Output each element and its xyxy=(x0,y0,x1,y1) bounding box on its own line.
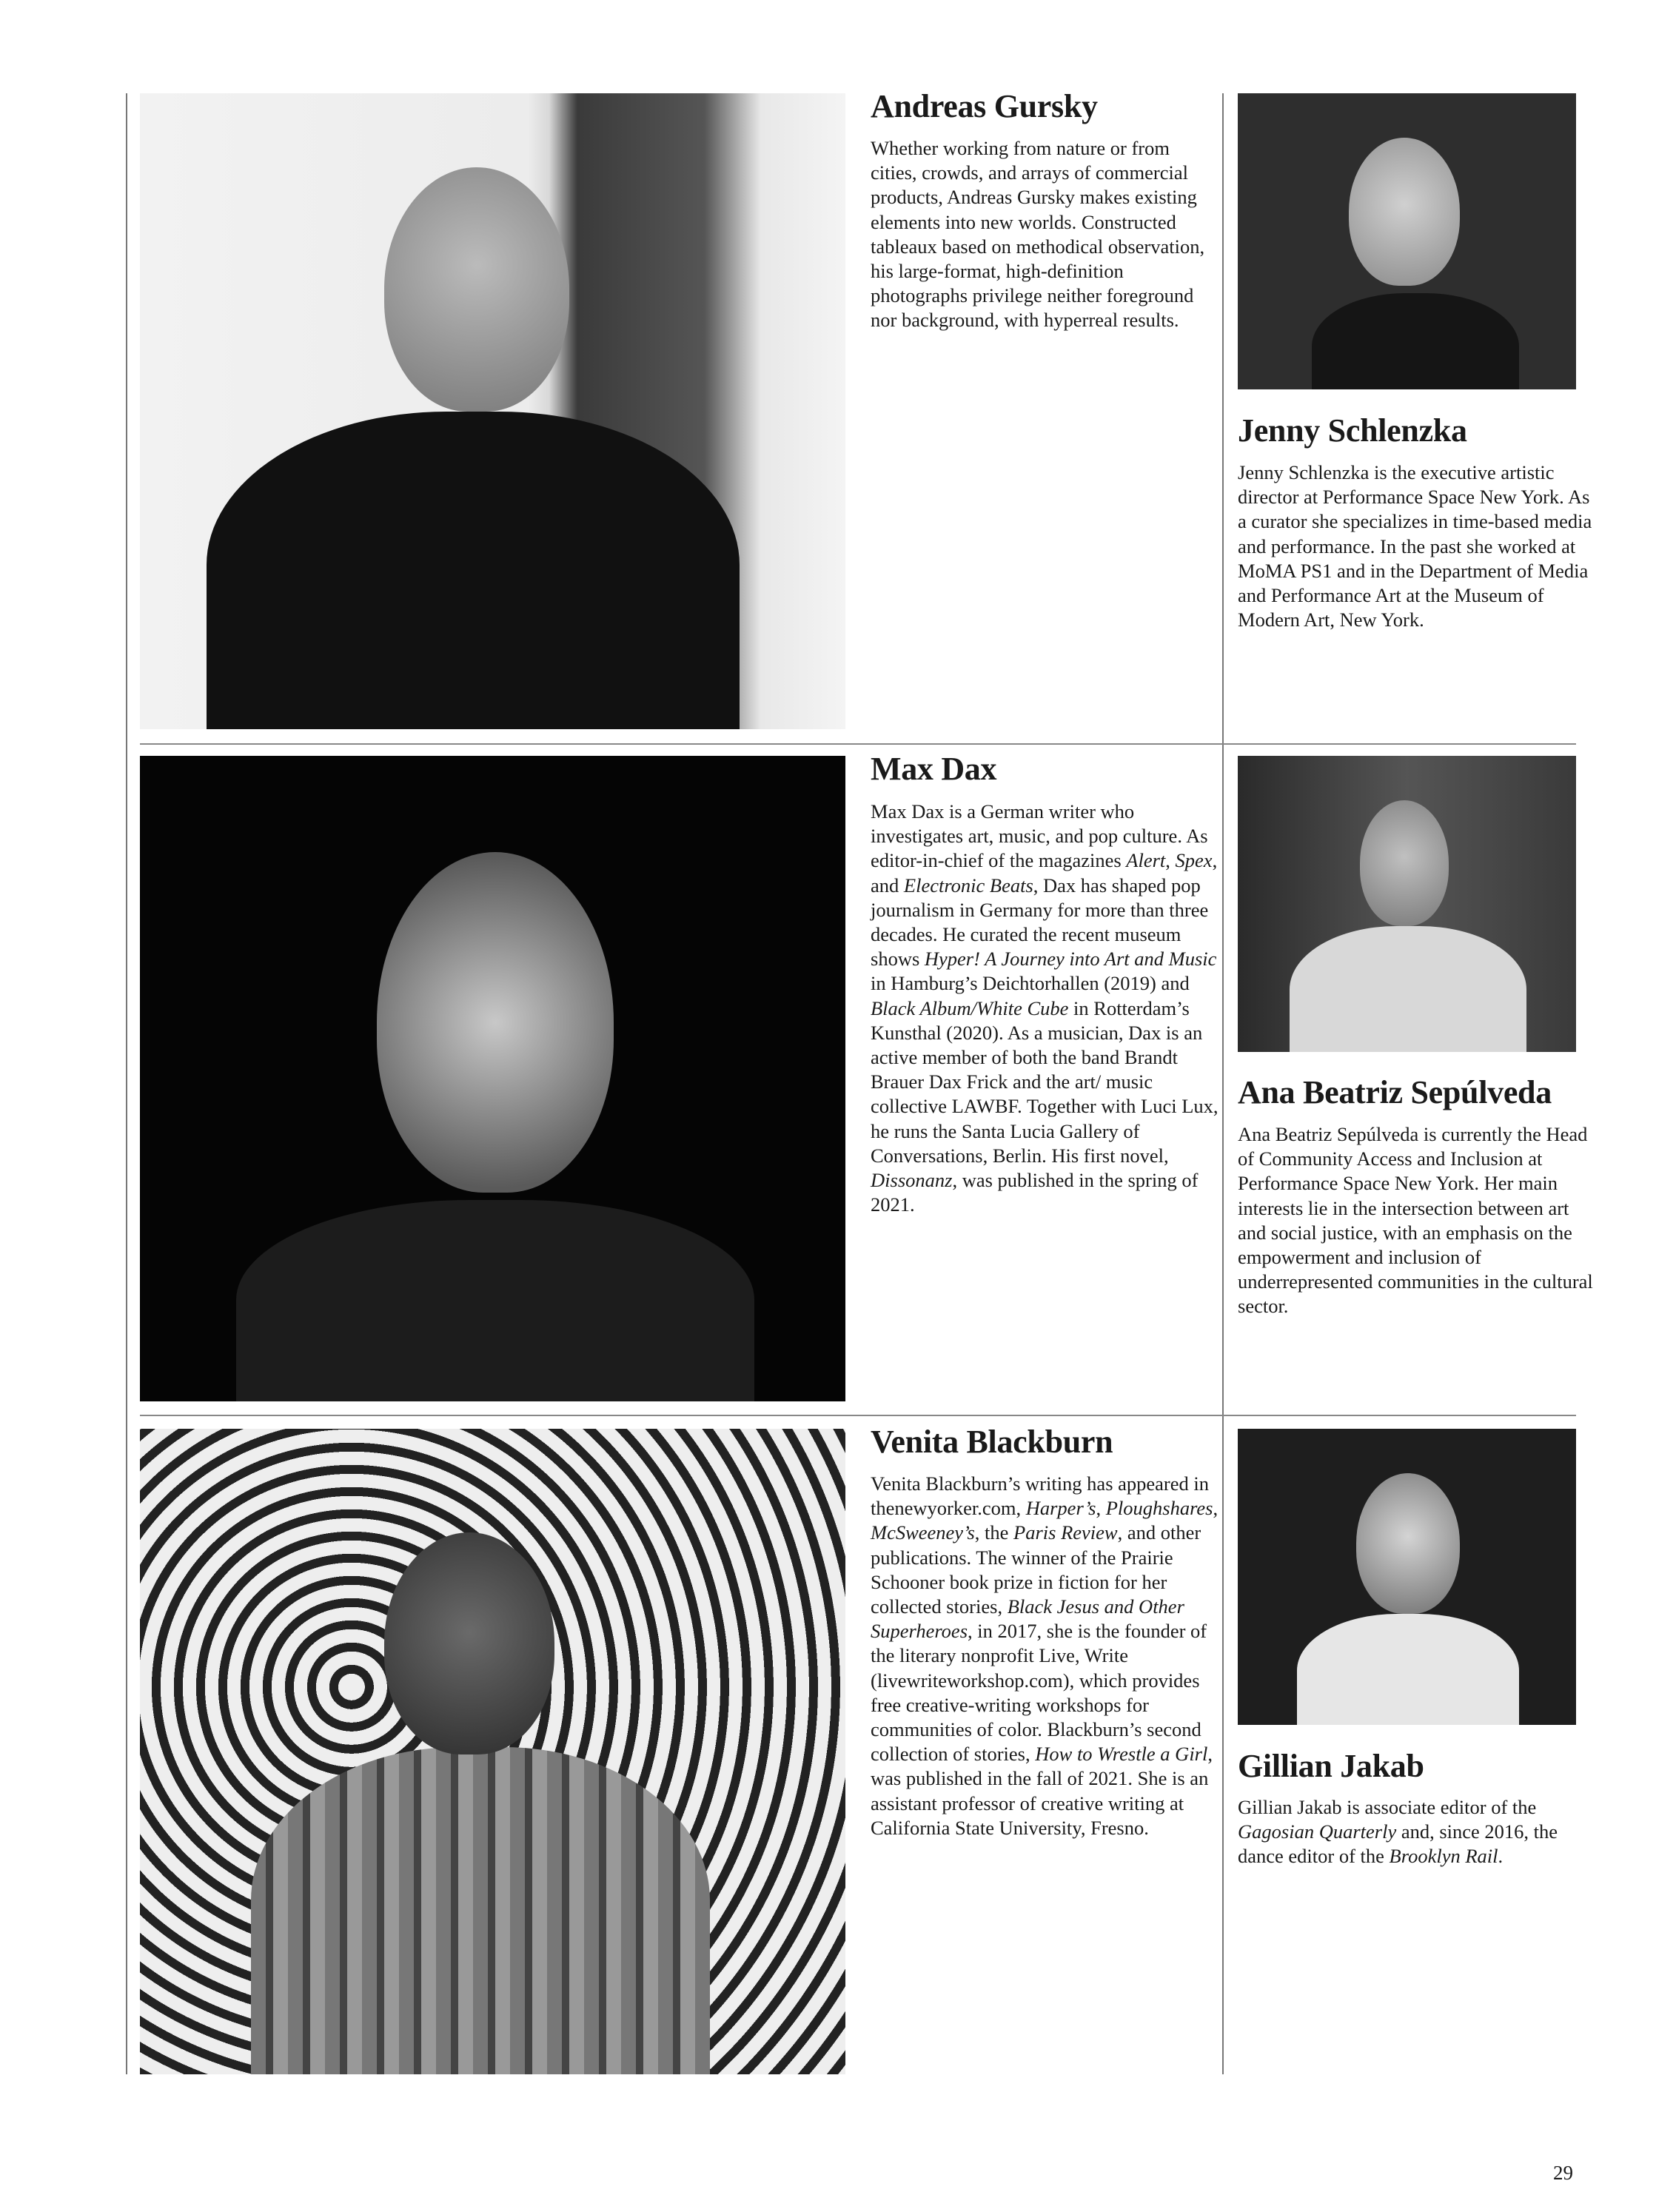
bio-italic-title: Harper’s xyxy=(1025,1497,1096,1520)
portrait-andreas-gursky xyxy=(140,93,845,729)
bio-text: , was published in the fall of 2021. She is an assistant professor of creative writing at California State University, Fresno. xyxy=(871,1743,1213,1839)
bio-italic-title: McSweeney’s xyxy=(871,1521,975,1544)
bio-text: , was published in the spring of 2021. xyxy=(871,1169,1199,1216)
bio-text: in Hamburg’s Deichtorhallen (2019) and xyxy=(871,972,1190,995)
profile-bio xyxy=(1238,460,1593,632)
bio-text: , xyxy=(1213,1497,1219,1520)
bio-italic-title: Electronic Beats xyxy=(903,874,1033,896)
bio-text: and, since 2016, the dance editor of the xyxy=(1238,1820,1558,1868)
bio-italic-title: Black Jesus and Other Superheroes xyxy=(871,1595,1184,1643)
profile-bio xyxy=(1238,1795,1593,1869)
bio-italic-title: Paris Review xyxy=(1013,1521,1118,1544)
bio-italic-title: Black Album/White Cube xyxy=(871,996,1069,1019)
portrait-venita-blackburn xyxy=(140,1429,845,2074)
bio-text: , xyxy=(1096,1497,1106,1520)
profile-bio xyxy=(871,800,1219,1217)
profile-name: Venita Blackburn xyxy=(871,1424,1113,1460)
bio-text: Jenny Schlenzka is the executive artistic director at Performance Space New York. As a curator she specializes in time-based media and performance. In the past she worked at MoMA PS1 and in the Department of Media and Performance Art at the Museum of Modern Art, New York. xyxy=(1238,461,1592,631)
bio-italic-title: Hyper! A Journey into Art and Music xyxy=(924,948,1217,971)
bio-text: . xyxy=(1498,1845,1504,1868)
bio-text: Max Dax is a German writer who investigates art, music, and pop culture. As editor-in-chief of the magazines xyxy=(871,800,1208,872)
profile-name: Gillian Jakab xyxy=(1238,1748,1424,1784)
bio-italic-title: Spex xyxy=(1175,849,1213,872)
bio-italic-title: How to Wrestle a Girl xyxy=(1035,1743,1208,1766)
bio-text: , and other publications. The winner of the Prairie Schooner book prize in fiction for her collected stories, xyxy=(871,1521,1201,1618)
portrait-ana-beatriz-sepulveda xyxy=(1238,756,1576,1052)
bio-text: Ana Beatriz Sepúlveda is currently the Head of Community Access and Inclusion at Performance Space New York. Her main interests lie in the intersection between art and social justice, with an emphasis on the empowerment and inclusion of underrepresented communities in the cultural sector. xyxy=(1238,1123,1593,1318)
bio-text: Venita Blackburn’s writing has appeared in thenewyorker.com, xyxy=(871,1472,1209,1520)
bio-italic-title: Dissonanz xyxy=(871,1169,953,1192)
bio-text: , in 2017, she is the founder of the literary nonprofit Live, Write (livewriteworkshop.com), which provides free creative-writing workshops for communities of color. Blackburn’s second collection of stories, xyxy=(871,1620,1207,1766)
portrait-max-dax xyxy=(140,756,845,1401)
page-number: 29 xyxy=(1553,2162,1573,2184)
bio-text: , xyxy=(1165,849,1176,872)
column-rule-left xyxy=(126,93,127,2074)
profile-bio xyxy=(871,136,1211,333)
row-divider xyxy=(140,1415,1576,1416)
bio-italic-title: Gagosian Quarterly xyxy=(1238,1820,1397,1843)
profile-name: Max Dax xyxy=(871,751,997,787)
bio-italic-title: Alert xyxy=(1126,849,1166,872)
bio-italic-title: Brooklyn Rail xyxy=(1389,1845,1498,1868)
portrait-gillian-jakab xyxy=(1238,1429,1576,1725)
bio-text: , and xyxy=(871,849,1218,896)
bio-text: in Rotterdam’s Kunsthal (2020). As a musician, Dax is an active member of both the band Brandt Brauer Dax Frick and the art/ music collective LAWBF. Together with Luci Lux, he runs the Santa Lucia Gallery of Conversations, Berlin. His first novel, xyxy=(871,996,1219,1167)
portrait-jenny-schlenzka xyxy=(1238,93,1576,389)
row-divider xyxy=(140,743,1576,745)
profile-bio xyxy=(1238,1122,1593,1319)
column-rule-right xyxy=(1222,93,1224,2074)
bio-text: Whether working from nature or from cities, crowds, and arrays of commercial products, Andreas Gursky makes existing elements into new worlds. Constructed tableaux based on methodical observation, his large-format, high-definition photographs privilege neither foreground nor background, with hyperreal results. xyxy=(871,137,1205,332)
profile-name: Ana Beatriz Sepúlveda xyxy=(1238,1074,1552,1110)
profile-name: Jenny Schlenzka xyxy=(1238,412,1467,449)
bio-text: , Dax has shaped pop journalism in Germany for more than three decades. He curated the recent museum shows xyxy=(871,874,1209,971)
profile-bio xyxy=(871,1472,1219,1840)
bio-italic-title: Ploughshares xyxy=(1105,1497,1213,1520)
profile-name: Andreas Gursky xyxy=(871,88,1098,124)
bio-text: , the xyxy=(974,1521,1014,1544)
bio-text: Gillian Jakab is associate editor of the xyxy=(1238,1796,1537,1818)
